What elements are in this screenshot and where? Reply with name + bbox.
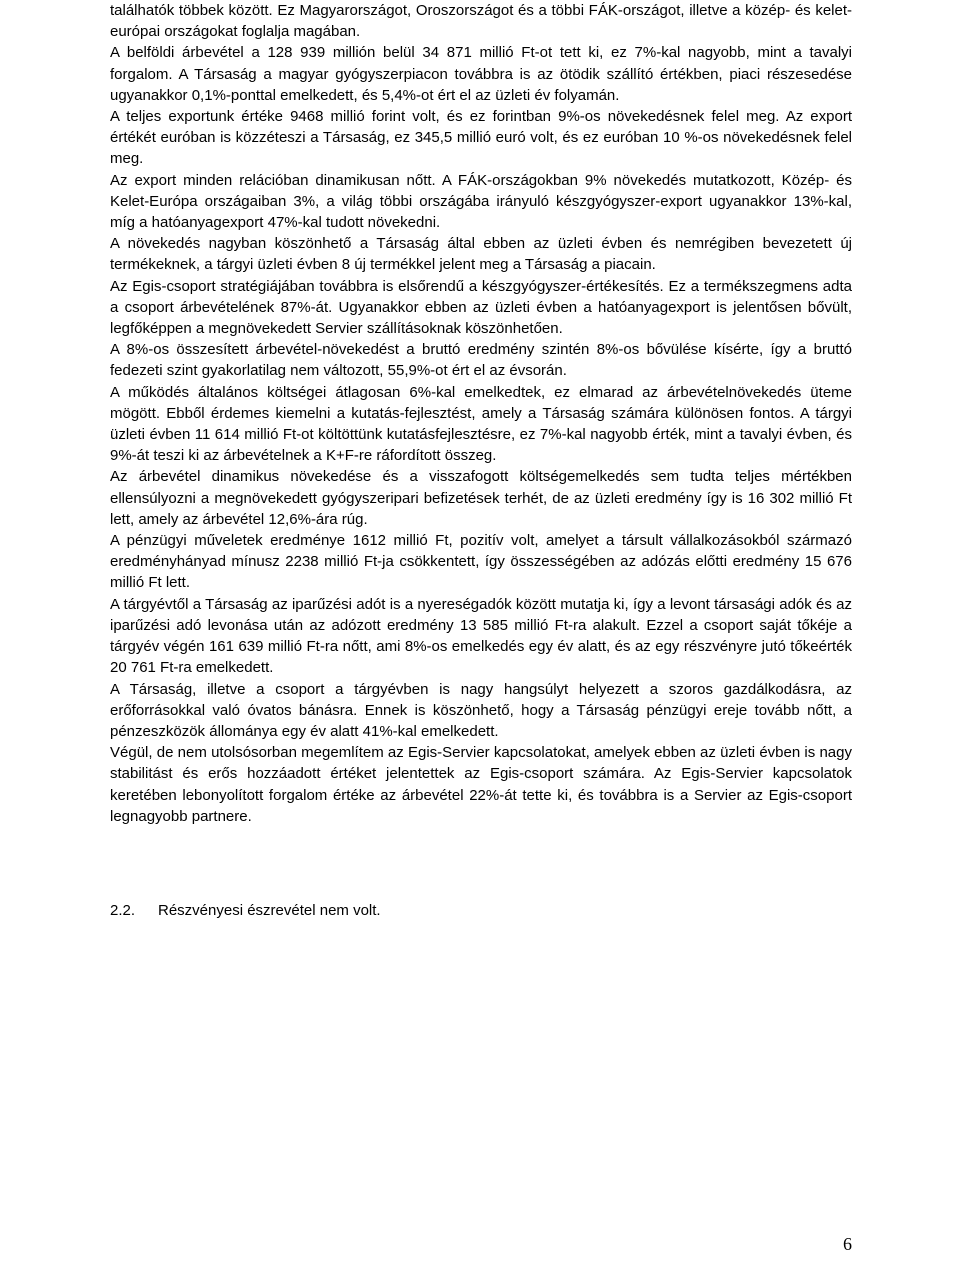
paragraph: A működés általános költségei átlagosan 6%-kal emelkedtek, ez elmarad az árbevételnövekedés üteme mögött. Ebből érdemes kiemelni a kutatás-fejlesztést, amely a Társaság számára különösen fontos. A tárgyi üzleti évben 11 614 millió Ft-ot költöttünk kutatásfejlesztésre, ez 7%-kal nagyobb érték, mint a tavalyi évben, és 9%-át teszi ki az árbevételnek a K+F-re ráfordított összeg.	[110, 383, 852, 465]
section-heading	[110, 900, 381, 921]
paragraph: Az árbevétel dinamikus növekedése és a visszafogott költségemelkedés sem tudta teljes mértékben ellensúlyozni a megnövekedett gyógyszeripari befizetések terhét, de az üzleti eredmény így is 16 302 millió Ft lett, amely az árbevétel 12,6%-ára rúg.	[110, 468, 852, 528]
paragraph: A növekedés nagyban köszönhető a Társaság által ebben az üzleti évben és nemrégiben bevezetett új termékeknek, a tárgyi üzleti évben 8 új termékkel jelent meg a Társaság a piacain.	[110, 235, 852, 274]
paragraph: A teljes exportunk értéke 9468 millió forint volt, és ez forintban 9%-os növekedésnek felel meg. Az export értékét euróban is közzéteszi a Társaság, ez 345,5 millió euró volt, és ez euróban 10 %-os növekedésnek felel meg.	[110, 108, 852, 168]
paragraph: Az Egis-csoport stratégiájában továbbra is elsőrendű a készgyógyszer-értékesítés. Ez a termékszegmens adta a csoport árbevételének 87%-át. Ugyanakkor ebben az üzleti évben a hatóanyagexport is jelentősen bővült, legfőképpen a megnövekedett Servier szállításoknak köszönhetően.	[110, 277, 852, 338]
section-text: Részvényesi észrevétel nem volt.	[158, 902, 381, 919]
paragraph: A tárgyévtől a Társaság az iparűzési adót is a nyereségadók között mutatja ki, így a levont társasági adók és az iparűzési adó levonása után az adózott eredmény 13 585 millió Ft-ra alakult. Ezzel a csoport saját tőkéje a tárgyév végén 161 639 millió Ft-ra nőtt, ami 8%-os emelkedés egy év alatt, és az egy részvényre jutó tőkeérték 20 761 Ft-ra emelkedett.	[110, 595, 852, 677]
document-body	[110, 0, 852, 827]
paragraph: A Társaság, illetve a csoport a tárgyévben is nagy hangsúlyt helyezett a szoros gazdálkodásra, az erőforrásokkal való óvatos bánásra. Ennek is köszönhető, hogy a Társaság pénzügyi ereje tovább nőtt, a pénzeszközök állománya egy év alatt 41%-kal emelkedett.	[110, 680, 852, 740]
paragraph: A belföldi árbevétel a 128 939 millión belül 34 871 millió Ft-ot tett ki, ez 7%-kal nagyobb, mint a tavalyi forgalom. A Társaság a magyar gyógyszerpiacon továbbra is az ötödik szállító értékben, piaci részesedése ugyanakkor 0,1%-ponttal emelkedett, és 5,4%-ot ért el az üzleti év folyamán.	[110, 44, 852, 104]
section-number: 2.2.	[110, 902, 136, 919]
paragraph: Végül, de nem utolsósorban megemlítem az Egis-Servier kapcsolatokat, amelyek ebben az üzleti évben is nagy stabilitást és erős hozzáadott értéket jelentettek az Egis-csoport számára. Az Egis-Servier kapcsolatok keretében lebonyolított forgalom értéke az árbevétel 22%-át tette ki, és továbbra is a Servier az Egis-csoport legnagyobb partnere.	[110, 744, 852, 825]
paragraph: találhatók többek között. Ez Magyarországot, Oroszországot és a többi FÁK-országot, illetve a közép- és kelet-európai országokat foglalja magában.	[110, 2, 852, 41]
paragraph: Az export minden relációban dinamikusan nőtt. A FÁK-országokban 9% növekedés mutatkozott, Közép- és Kelet-Európa országaiban 3%, a világ többi országába irányuló készgyógyszer-export ugyanakkor 13%-kal, míg a hatóanyagexport 47%-kal tudott növekedni.	[110, 171, 852, 232]
paragraph: A 8%-os összesített árbevétel-növekedést a bruttó eredmény szintén 8%-os bővülése kísérte, így a bruttó fedezeti szint gyakorlatilag nem változott, 55,9%-ot ért el az évsorán.	[110, 341, 852, 380]
page-number: 6	[843, 1234, 852, 1254]
paragraph: A pénzügyi műveletek eredménye 1612 millió Ft, pozitív volt, amelyet a társult vállalkozásokból származó eredményhányad mínusz 2238 millió Ft-ja csökkentett, így összességében az adózás előtti eredmény 15 676 millió Ft lett.	[110, 532, 852, 592]
